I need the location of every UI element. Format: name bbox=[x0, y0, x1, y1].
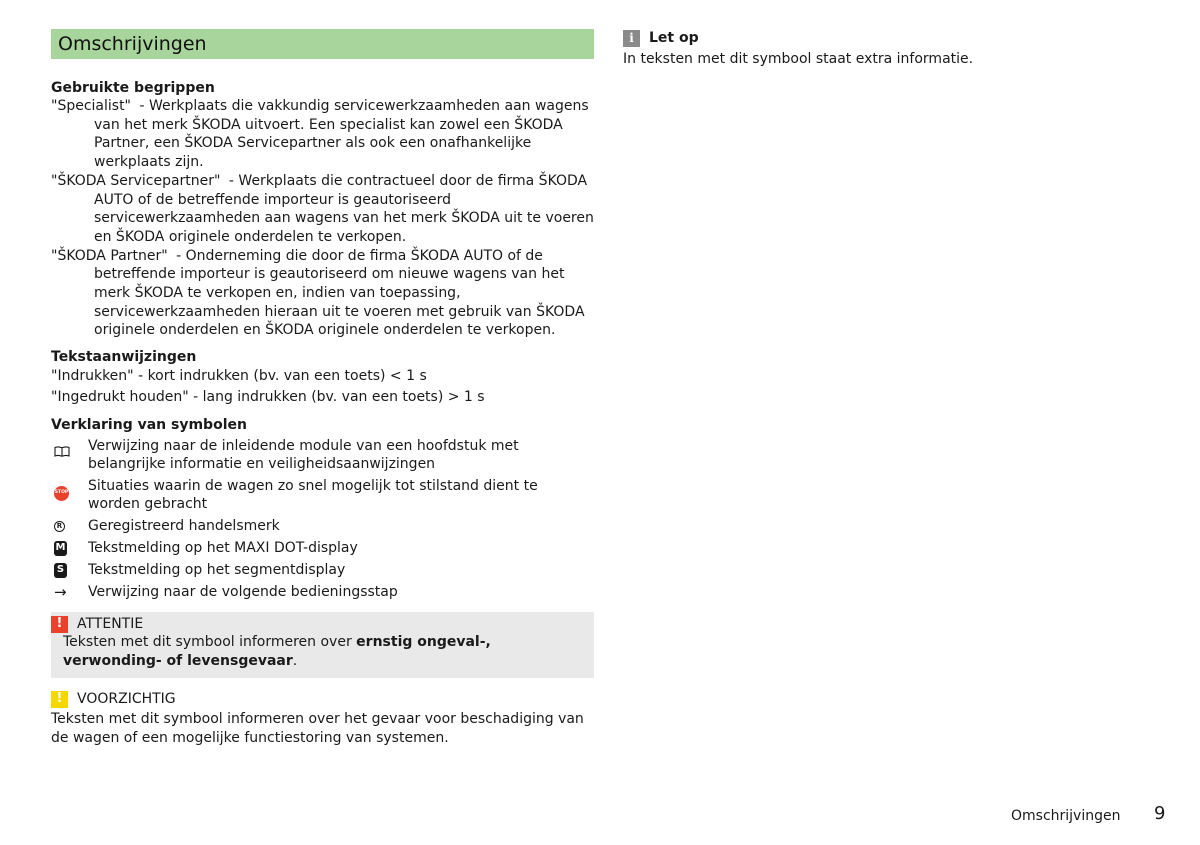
warning-icon: ! bbox=[51, 616, 68, 633]
term-partner bbox=[51, 247, 594, 341]
attention-heading: ATTENTIE bbox=[77, 616, 144, 633]
symbol-text: Verwijzing naar de volgende bedieningsstap bbox=[88, 584, 398, 601]
hints-heading: Tekstaanwijzingen bbox=[51, 349, 197, 366]
footer-section-title: Omschrijvingen bbox=[1011, 808, 1121, 824]
attention-text-before: Teksten met dit symbool informeren over bbox=[63, 634, 357, 651]
caution-icon: ! bbox=[51, 691, 68, 708]
hint-ingedrukt-houden bbox=[51, 387, 594, 408]
segment-display-icon: S bbox=[54, 563, 67, 578]
symbol-text: Geregistreerd handelsmerk bbox=[88, 518, 280, 535]
note-heading: Let op bbox=[649, 30, 699, 46]
symbol-text: Situaties waarin de wagen zo snel mogelijk tot stilstand dient te worden gebracht bbox=[88, 478, 538, 513]
symbol-row-registered bbox=[51, 517, 594, 535]
terms-heading: Gebruikte begrippen bbox=[51, 80, 215, 96]
caution-heading: VOORZICHTIG bbox=[77, 691, 176, 708]
hint-label: "Indrukken" bbox=[51, 368, 134, 385]
maxi-dot-icon: M bbox=[54, 541, 67, 556]
section-title: Omschrijvingen bbox=[51, 29, 594, 59]
page-number: 9 bbox=[1154, 803, 1166, 824]
term-definition: - Onderneming die door de firma ŠKODA AUTO of de betreffende importeur is geautoriseerd om nieuwe wagens van het merk ŠKODA te verkopen en, indien van toepassing, servicewerkzaamheden hieraan uit te voeren met gebruik van ŠKODA originele onderdelen en ŠKODA originele onderdelen te verkopen. bbox=[94, 247, 585, 339]
left-column bbox=[51, 29, 594, 747]
arrow-right-icon: → bbox=[54, 583, 67, 602]
symbol-text: Tekstmelding op het MAXI DOT-display bbox=[88, 540, 358, 557]
term-label: "ŠKODA Servicepartner" bbox=[51, 172, 221, 189]
caution-header bbox=[51, 690, 594, 708]
symbol-row-book bbox=[51, 437, 594, 473]
caution-text: Teksten met dit symbool informeren over het gevaar voor beschadiging van de wagen of een mogelijke functiestoring van systemen. bbox=[51, 711, 584, 746]
info-icon: i bbox=[623, 30, 640, 47]
term-label: "ŠKODA Partner" bbox=[51, 247, 168, 264]
symbols-heading: Verklaring van symbolen bbox=[51, 417, 247, 434]
symbol-text: Tekstmelding op het segmentdisplay bbox=[88, 562, 346, 579]
symbol-row-stop bbox=[51, 477, 594, 513]
symbol-row-maxi-dot bbox=[51, 539, 594, 557]
stop-icon: STOP bbox=[54, 486, 69, 501]
right-column bbox=[623, 29, 1163, 68]
term-servicepartner bbox=[51, 172, 594, 247]
attention-text-bold: ernstig ongeval-, verwonding- of levensgevaar bbox=[63, 634, 491, 669]
caution-box bbox=[51, 690, 594, 747]
term-label: "Specialist" bbox=[51, 98, 131, 114]
attention-header bbox=[51, 615, 582, 633]
term-definition: - Werkplaats die contractueel door de firma ŠKODA AUTO of de betreffende importeur is geautoriseerd servicewerkzaamheden aan wagens van het merk ŠKODA uit te voeren en ŠKODA originele onderdelen te verkopen. bbox=[94, 172, 594, 245]
symbol-text: Verwijzing naar de inleidende module van een hoofdstuk met belangrijke informatie en veiligheidsaanwijzingen bbox=[88, 438, 519, 473]
hint-indrukken bbox=[51, 366, 594, 387]
note-text: In teksten met dit symbool staat extra informatie. bbox=[623, 51, 974, 67]
book-icon bbox=[54, 446, 70, 457]
hint-definition: - kort indrukken (bv. van een toets) < 1 s bbox=[138, 368, 427, 385]
term-specialist bbox=[51, 97, 594, 172]
attention-text-after: . bbox=[292, 652, 298, 669]
hint-label: "Ingedrukt houden" bbox=[51, 389, 189, 406]
symbol-row-arrow bbox=[51, 583, 594, 601]
hint-definition: - lang indrukken (bv. van een toets) > 1 s bbox=[193, 389, 485, 406]
attention-text bbox=[51, 633, 582, 670]
attention-box bbox=[51, 612, 594, 678]
term-definition: - Werkplaats die vakkundig servicewerkzaamheden aan wagens van het merk ŠKODA uitvoert. Een specialist kan zowel een ŠKODA Partner, een ŠKODA Servicepartner als ook een onafhankelijke werkplaats zijn. bbox=[94, 98, 589, 171]
symbol-row-segment bbox=[51, 561, 594, 579]
note-header bbox=[623, 29, 1163, 47]
registered-trademark-icon: R bbox=[54, 521, 65, 532]
